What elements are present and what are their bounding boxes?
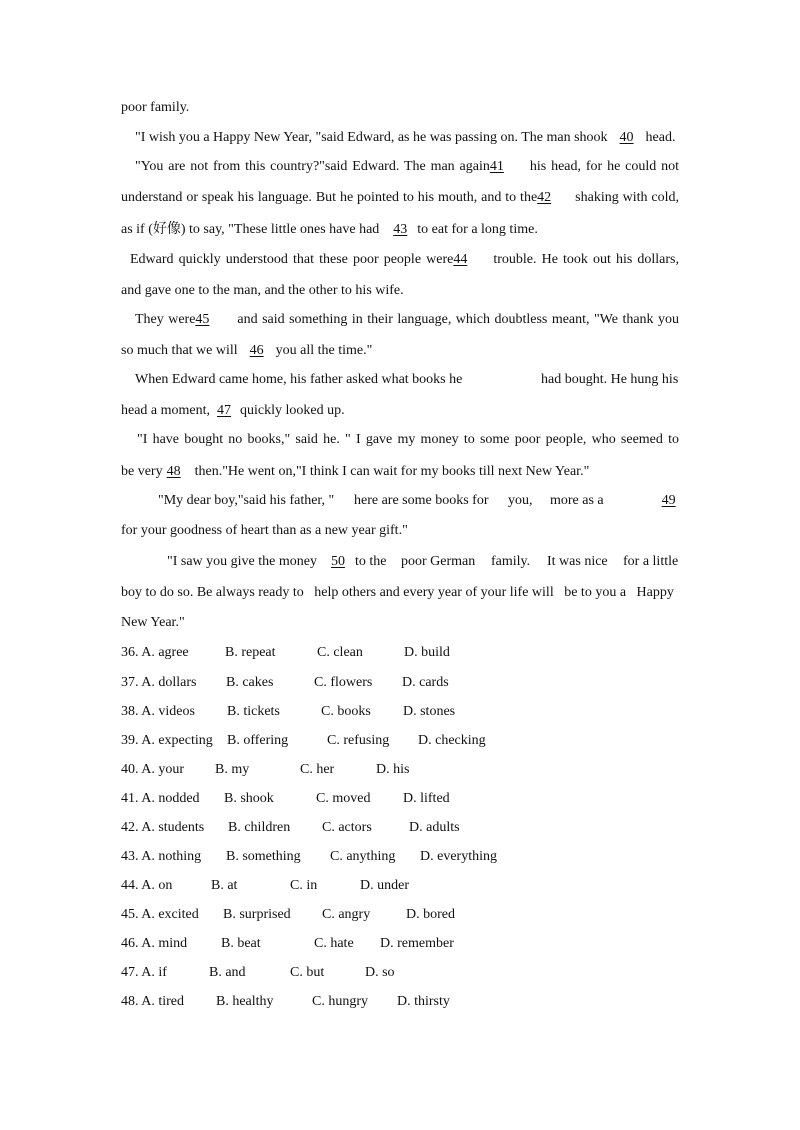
passage-line-14-b (354, 492, 489, 510)
option-c: C. her (300, 762, 335, 777)
blank-50: 50 (330, 554, 345, 569)
passage-line-13 (121, 463, 588, 481)
option-d: D. remember (380, 936, 454, 951)
blank-48: 48 (166, 464, 181, 479)
option-b: B. tickets (227, 704, 280, 719)
text: "You are not from this country?"said Edward. The man again (135, 159, 490, 174)
text: "I have bought no books," said he. " I gave my money to some poor people, who seemed to (137, 432, 679, 447)
blank-42: 42 (537, 190, 552, 205)
option-b: B. surprised (223, 907, 291, 922)
option-d: D. under (360, 878, 409, 893)
option-number-a: 39. A. expecting (121, 733, 213, 748)
option-number-a: 42. A. students (121, 820, 205, 835)
text: Edward quickly understood that these poor people were (130, 252, 454, 267)
option-c: C. in (290, 878, 318, 893)
text: They were (135, 312, 196, 327)
option-b: B. repeat (225, 645, 276, 660)
text: you, (508, 493, 533, 508)
option-d: D. lifted (403, 791, 450, 806)
option-d: D. checking (418, 733, 486, 748)
passage-line-12 (137, 431, 679, 449)
option-c: C. moved (316, 791, 371, 806)
passage-line-4 (121, 189, 679, 207)
text: poor German (401, 554, 476, 569)
text: shaking with cold, (575, 190, 679, 205)
option-b: B. something (226, 849, 301, 864)
option-number-a: 44. A. on (121, 878, 173, 893)
option-d: D. everything (420, 849, 497, 864)
text: his head, for he could not (529, 159, 680, 174)
passage-line-14-c (508, 492, 533, 510)
option-c: C. hungry (312, 994, 368, 1009)
option-b: B. offering (227, 733, 289, 748)
text: When Edward came home, his father asked what books he (135, 372, 463, 387)
option-d: D. thirsty (397, 994, 450, 1009)
option-c: C. hate (314, 936, 354, 951)
text: then."He went on,"I think I can wait for my books till next New Year." (194, 464, 590, 479)
text: here are some books for (354, 493, 489, 508)
option-d: D. his (376, 762, 410, 777)
passage-line-2 (135, 129, 675, 147)
passage-line-10 (135, 371, 462, 389)
text: quickly looked up. (240, 403, 345, 418)
text: "My dear boy,"said his father, " (158, 493, 335, 508)
option-b: B. children (228, 820, 291, 835)
blank-43: 43 (393, 222, 408, 237)
blank-46: 46 (249, 343, 264, 358)
option-number-a: 40. A. your (121, 762, 184, 777)
text: be very (121, 464, 163, 479)
passage-line-9 (121, 342, 372, 360)
option-d: D. bored (406, 907, 455, 922)
option-number-a: 48. A. tired (121, 994, 184, 1009)
blank-40: 40 (619, 130, 634, 145)
passage-line-16-d (491, 553, 530, 571)
passage-line-5 (121, 221, 538, 239)
passage-line-16-f (623, 553, 678, 571)
option-d: D. build (404, 645, 450, 660)
passage-line-3 (135, 158, 679, 176)
passage-line-18: New Year." (121, 615, 185, 630)
text: head. (645, 130, 676, 145)
option-c: C. flowers (314, 675, 373, 690)
blank-47: 47 (217, 403, 232, 418)
blank-44: 44 (453, 252, 468, 267)
option-c: C. actors (322, 820, 372, 835)
option-c: C. refusing (327, 733, 390, 748)
text: It was nice (547, 554, 608, 569)
text: for a little (623, 554, 679, 569)
text: head a moment, (121, 403, 211, 418)
passage-line-15: for your goodness of heart than as a new year gift." (121, 523, 408, 538)
text: and said something in their language, which doubtless meant, "We thank you (237, 312, 680, 327)
option-b: B. beat (221, 936, 261, 951)
text: so much that we will (121, 343, 238, 358)
option-d: D. adults (409, 820, 460, 835)
text: to eat for a long time. (417, 222, 538, 237)
option-c: C. anything (330, 849, 396, 864)
text: "I saw you give the money (167, 554, 317, 569)
option-d: D. cards (402, 675, 449, 690)
text: you all the time." (275, 343, 373, 358)
blank-49: 49 (661, 493, 676, 508)
passage-line-16-e (547, 553, 608, 571)
option-b: B. healthy (216, 994, 274, 1009)
option-number-a: 46. A. mind (121, 936, 188, 951)
option-number-a: 45. A. excited (121, 907, 199, 922)
option-c: C. clean (317, 645, 363, 660)
option-number-a: 36. A. agree (121, 645, 189, 660)
text: as if (好像) to say, "These little ones have had (121, 222, 380, 237)
option-number-a: 47. A. if (121, 965, 167, 980)
text: more as a (550, 493, 604, 508)
option-number-a: 43. A. nothing (121, 849, 202, 864)
blank-45: 45 (195, 312, 210, 327)
option-d: D. so (365, 965, 395, 980)
passage-line-14-d (550, 492, 676, 510)
option-b: B. and (209, 965, 246, 980)
text: "I wish you a Happy New Year, "said Edward, as he was passing on. The man shook (135, 130, 608, 145)
text: understand or speak his language. But he pointed to his mouth, and to the (121, 190, 538, 205)
option-b: B. my (215, 762, 250, 777)
text: family. (491, 554, 531, 569)
text: to the (354, 554, 387, 569)
option-b: B. at (211, 878, 238, 893)
passage-line-6 (130, 251, 679, 269)
option-number-a: 37. A. dollars (121, 675, 197, 690)
passage-line-16 (167, 553, 386, 571)
passage-line-11 (121, 402, 345, 420)
option-d: D. stones (403, 704, 456, 719)
passage-line-14 (158, 492, 334, 510)
text: had bought. He hung his (541, 372, 679, 387)
option-b: B. shook (224, 791, 274, 806)
text: trouble. He took out his dollars, (493, 252, 680, 267)
option-c: C. but (290, 965, 325, 980)
option-number-a: 41. A. nodded (121, 791, 200, 806)
passage-line-16-c (401, 553, 475, 571)
option-c: C. books (321, 704, 371, 719)
passage-line-8 (135, 311, 679, 329)
passage-line-10-end (541, 371, 678, 389)
option-number-a: 38. A. videos (121, 704, 195, 719)
option-c: C. angry (322, 907, 371, 922)
blank-41: 41 (489, 159, 504, 174)
option-b: B. cakes (226, 675, 274, 690)
passage-line-1: poor family. (121, 100, 190, 115)
passage-line-7: and gave one to the man, and the other to his wife. (121, 283, 404, 298)
passage-line-17: boy to do so. Be always ready to help others and every year of your life will be to you a Happy (121, 585, 674, 600)
